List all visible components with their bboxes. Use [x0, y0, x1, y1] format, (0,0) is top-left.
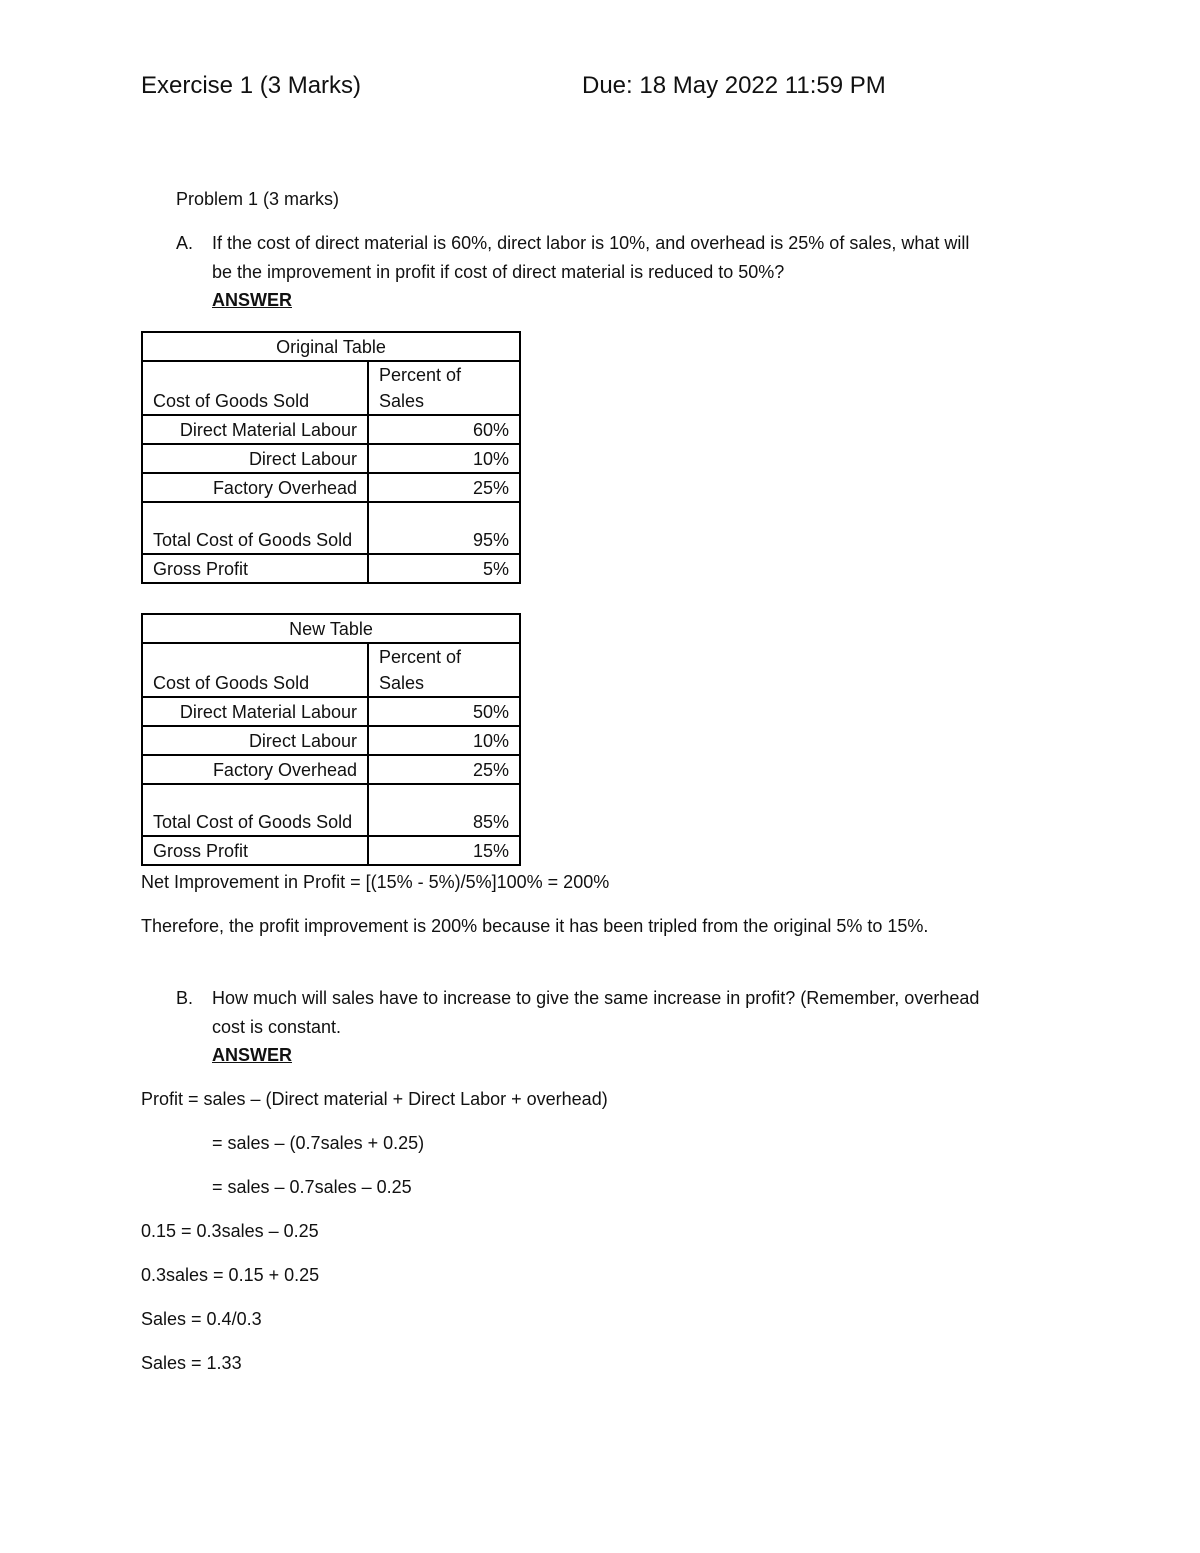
column-header: Percent of Sales: [368, 643, 520, 697]
column-header: Percent of Sales: [368, 361, 520, 415]
part-a-question-line1: If the cost of direct material is 60%, direct labor is 10%, and overhead is 25% of sales, what will: [212, 233, 970, 253]
row-value: 25%: [368, 755, 520, 784]
table-row: [142, 415, 520, 444]
part-b-answer-label: ANSWER: [212, 1045, 292, 1065]
solution-line: Sales = 0.4/0.3: [141, 1309, 262, 1329]
table-row: [142, 502, 520, 554]
part-b-question-line1: How much will sales have to increase to give the same increase in profit? (Remember, overhead: [212, 988, 980, 1008]
table-row: [142, 836, 520, 865]
column-header: Cost of Goods Sold: [142, 361, 368, 415]
table-row: [142, 444, 520, 473]
table-row: [142, 697, 520, 726]
problem-title: Problem 1 (3 marks): [176, 189, 340, 209]
row-value: 25%: [368, 473, 520, 502]
table-caption: Original Table: [142, 332, 520, 361]
row-label: Gross Profit: [142, 554, 368, 583]
exercise-title: Exercise 1 (3 Marks): [141, 72, 362, 99]
row-value: 15%: [368, 836, 520, 865]
table-row: [142, 473, 520, 502]
part-b-label: B.: [176, 988, 194, 1008]
new-table: [141, 613, 521, 866]
row-value: 10%: [368, 444, 520, 473]
table-row: [142, 554, 520, 583]
solution-line: 0.3sales = 0.15 + 0.25: [141, 1265, 320, 1285]
row-label: Direct Labour: [142, 726, 368, 755]
original-table: [141, 331, 521, 584]
row-label: Total Cost of Goods Sold: [142, 502, 368, 554]
table-row: [142, 755, 520, 784]
row-value: 50%: [368, 697, 520, 726]
solution-line: Sales = 1.33: [141, 1353, 242, 1373]
column-header: Cost of Goods Sold: [142, 643, 368, 697]
part-a-question-line2: be the improvement in profit if cost of direct material is reduced to 50%?: [212, 262, 785, 282]
row-label: Direct Material Labour: [142, 697, 368, 726]
table-row: [142, 726, 520, 755]
row-label: Direct Labour: [142, 444, 368, 473]
part-a-answer-label: ANSWER: [212, 290, 292, 310]
row-value: 10%: [368, 726, 520, 755]
row-label: Gross Profit: [142, 836, 368, 865]
row-label: Factory Overhead: [142, 755, 368, 784]
part-a-label: A.: [176, 233, 194, 253]
row-label: Direct Material Labour: [142, 415, 368, 444]
row-value: 85%: [368, 784, 520, 836]
solution-line: = sales – 0.7sales – 0.25: [212, 1177, 412, 1197]
row-value: 5%: [368, 554, 520, 583]
row-label: Factory Overhead: [142, 473, 368, 502]
net-improvement-line: Net Improvement in Profit = [(15% - 5%)/5%]100% = 200%: [141, 872, 610, 892]
table-caption: New Table: [142, 614, 520, 643]
part-b-question-line2: cost is constant.: [212, 1017, 342, 1037]
row-value: 60%: [368, 415, 520, 444]
row-label: Total Cost of Goods Sold: [142, 784, 368, 836]
table-row: [142, 784, 520, 836]
solution-line: = sales – (0.7sales + 0.25): [212, 1133, 425, 1153]
row-value: 95%: [368, 502, 520, 554]
solution-line: Profit = sales – (Direct material + Direct Labor + overhead): [141, 1089, 608, 1109]
due-date: Due: 18 May 2022 11:59 PM: [582, 72, 886, 99]
solution-line: 0.15 = 0.3sales – 0.25: [141, 1221, 319, 1241]
therefore-line: Therefore, the profit improvement is 200% because it has been tripled from the original 5% to 15%.: [141, 916, 929, 936]
